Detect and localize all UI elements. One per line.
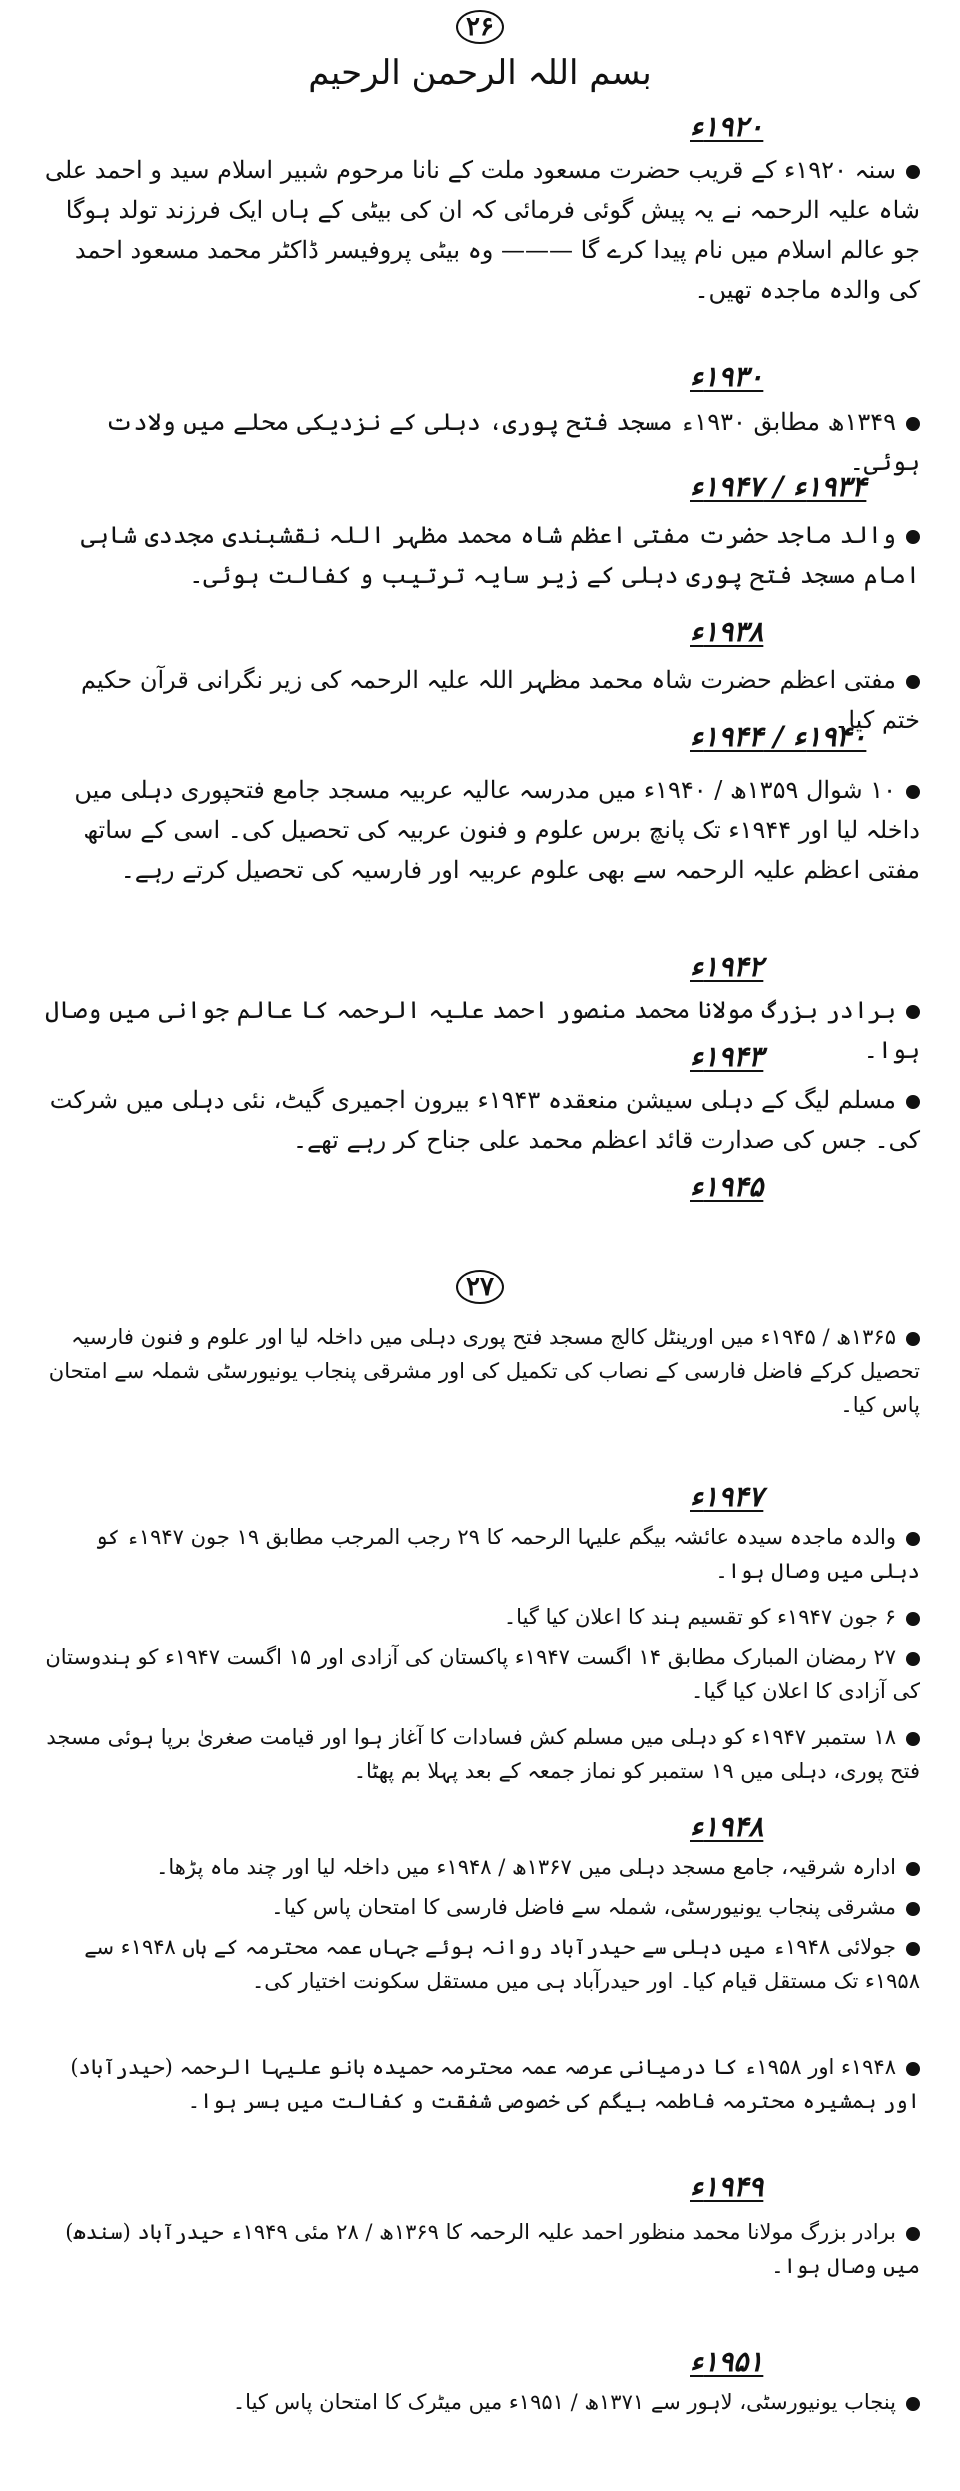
year-heading: ۱۹۴۵ء — [690, 1170, 764, 1203]
bullet-icon — [906, 675, 920, 689]
bullet-icon — [906, 1902, 920, 1916]
year-heading: ۱۹۳۴ء / ۱۹۴۷ء — [690, 470, 867, 503]
bullet-icon — [906, 1005, 920, 1019]
list-item: والد ماجد حضرت مفتی اعظم شاہ محمد مظہر اللہ نقشبندی مجددی شاہی امام مسجد فتح پوری دہلی کے زیر سایہ ترتیب و کفالت ہوئی۔ — [80, 521, 920, 589]
bullet-icon — [906, 530, 920, 544]
bullet-icon — [906, 1095, 920, 1109]
bullet-icon — [906, 2062, 920, 2076]
page-number: ۲۷ — [0, 1270, 960, 1304]
bullet-icon — [906, 165, 920, 179]
year-heading: ۱۹۴۸ء — [690, 1810, 764, 1843]
list-item: ادارہ شرقیہ، جامع مسجد دہلی میں ۱۳۶۷ھ / ۱۹۴۸ء میں داخلہ لیا اور چند ماہ پڑھا۔ — [40, 1850, 920, 1884]
year-heading: ۱۹۴۳ء — [690, 1040, 764, 1073]
bullet-icon — [906, 2227, 920, 2241]
year-heading: ۱۹۴۷ء — [690, 1480, 764, 1513]
bismillah-heading: بسم اللہ الرحمن الرحیم — [308, 53, 652, 93]
list-item: والدہ ماجدہ سیدہ عائشہ بیگم علیہا الرحمہ کا ۲۹ رجب المرجب مطابق ۱۹ جون ۱۹۴۷ء کو دہلی میں وصال ہوا۔ — [95, 1525, 920, 1583]
list-item: پنجاب یونیورسٹی، لاہور سے ۱۳۷۱ھ / ۱۹۵۱ء میں میٹرک کا امتحان پاس کیا۔ — [40, 2385, 920, 2419]
page-number: ۲۶ — [0, 10, 960, 44]
list-item: مشرقی پنجاب یونیورسٹی، شملہ سے فاضل فارسی کا امتحان پاس کیا۔ — [40, 1890, 920, 1924]
year-heading: ۱۹۴۲ء — [690, 950, 764, 983]
bullet-icon — [906, 1942, 920, 1956]
year-heading: ۱۹۴۹ء — [690, 2170, 764, 2203]
list-item: برادر بزرگ مولانا محمد منصور احمد علیہ الرحمہ کا عالم جوانی میں وصال ہوا۔ — [45, 996, 920, 1064]
list-item: جولائی ۱۹۴۸ء میں دہلی سے حیدرآباد روانہ ہوئے جہاں عمہ محترمہ کے ہاں ۱۹۴۸ء سے ۱۹۵۸ء تک مستقل قیام کیا۔ اور حیدرآباد ہی میں مستقل سکونت اختیار کی۔ — [84, 1935, 920, 1993]
year-heading: ۱۹۳۰ء — [690, 360, 764, 393]
page-26 — [0, 0, 960, 1230]
list-item: ۱۳۴۹ھ مطابق ۱۹۳۰ء مسجد فتح پوری، دہلی کے نزدیکی محلے میں ولادت ہوئی۔ — [105, 408, 920, 476]
year-heading: ۱۹۵۱ء — [690, 2345, 764, 2378]
list-item: مسلم لیگ کے دہلی سیشن منعقدہ ۱۹۴۳ء بیرون اجمیری گیٹ، نئی دہلی میں شرکت کی۔ جس کی صدارت قائد اعظم محمد علی جناح کر رہے تھے۔ — [49, 1086, 920, 1154]
bullet-icon — [906, 1332, 920, 1346]
list-item: ۲۷ رمضان المبارک مطابق ۱۴ اگست ۱۹۴۷ء پاکستان کی آزادی اور ۱۵ اگست ۱۹۴۷ء کو ہندوستان کی آزادی کا اعلان کیا گیا۔ — [45, 1645, 920, 1703]
bullet-icon — [906, 1612, 920, 1626]
year-heading: ۱۹۴۰ء / ۱۹۴۴ء — [690, 720, 867, 753]
list-item: مفتی اعظم حضرت شاہ محمد مظہر اللہ علیہ الرحمہ کی زیر نگرانی قرآن حکیم ختم کیا۔ — [80, 666, 920, 734]
bullet-icon — [906, 2397, 920, 2411]
page-27 — [0, 1270, 960, 2491]
list-item: ۱۸ ستمبر ۱۹۴۷ء کو دہلی میں مسلم کش فسادات کا آغاز ہوا اور قیامت صغریٰ برپا ہوئی مسجد فتح پوری، دہلی میں ۱۹ ستمبر کو نماز جمعہ کے بعد پہلا بم پھٹا۔ — [46, 1725, 920, 1783]
list-item: ۱۳۶۵ھ / ۱۹۴۵ء میں اورینٹل کالج مسجد فتح پوری دہلی میں داخلہ لیا اور علوم و فنون فارسیہ تحصیل کرکے فاضل فارسی کے نصاب کی تکمیل کی اور مشرقی پنجاب یونیورسٹی شملہ سے امتحان پاس کیا۔ — [48, 1325, 920, 1417]
list-item: ۱۰ شوال ۱۳۵۹ھ / ۱۹۴۰ء میں مدرسہ عالیہ عربیہ مسجد جامع فتحپوری دہلی میں داخلہ لیا اور ۱۹۴۴ء تک پانچ برس علوم و فنون عربیہ کی تحصیل کی۔ اسی کے ساتھ مفتی اعظم علیہ الرحمہ سے بھی علوم عربیہ اور فارسیہ کی تحصیل کرتے رہے۔ — [74, 776, 920, 884]
bullet-icon — [906, 417, 920, 431]
list-item: ۱۹۴۸ء اور ۱۹۵۸ء کا درمیانی عرصہ عمہ محترمہ حمیدہ بانو علیہا الرحمہ (حیدرآباد) اور ہمشیرہ محترمہ فاطمہ بیگم کی خصوصی شفقت و کفالت میں بسر ہوا۔ — [70, 2055, 920, 2113]
bullet-icon — [906, 1732, 920, 1746]
bullet-icon — [906, 785, 920, 799]
bullet-icon — [906, 1532, 920, 1546]
bullet-icon — [906, 1862, 920, 1876]
year-heading: ۱۹۲۰ء — [690, 110, 764, 143]
bullet-icon — [906, 1652, 920, 1666]
year-heading: ۱۹۳۸ء — [690, 615, 764, 648]
list-item: سنہ ۱۹۲۰ء کے قریب حضرت مسعود ملت کے نانا مرحوم شبیر اسلام سید و احمد علی شاہ علیہ الرحمہ نے یہ پیش گوئی فرمائی کہ ان کی بیٹی کے ہاں ایک فرزند تولد ہوگا جو عالم اسلام میں نام پیدا کرے گا ——— وہ بیٹی پروفیسر ڈاکٹر محمد مسعود احمد کی والدہ ماجدہ تھیں۔ — [44, 156, 920, 304]
list-item: ۶ جون ۱۹۴۷ء کو تقسیم ہند کا اعلان کیا گیا۔ — [40, 1600, 920, 1634]
list-item: برادر بزرگ مولانا محمد منظور احمد علیہ الرحمہ کا ۱۳۶۹ھ / ۲۸ مئی ۱۹۴۹ء حیدرآباد (سندھ) میں وصال ہوا۔ — [65, 2220, 920, 2278]
